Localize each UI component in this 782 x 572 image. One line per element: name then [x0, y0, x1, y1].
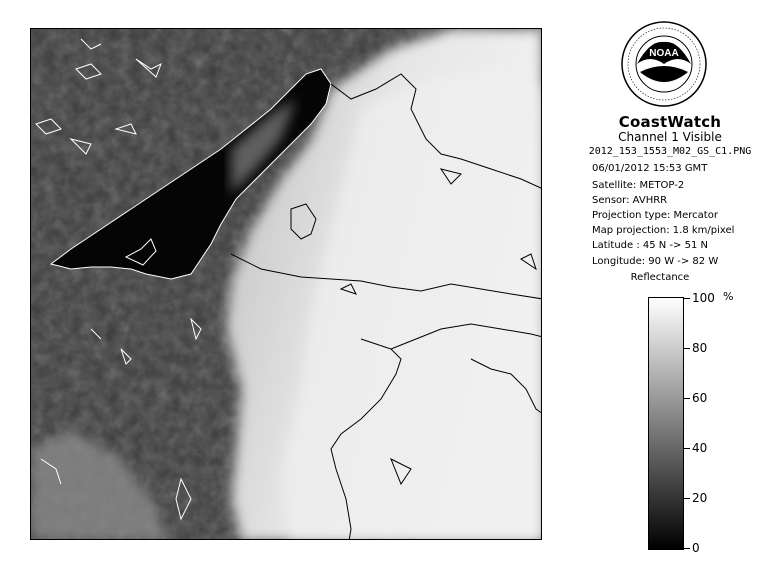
- image-filename: 2012_153_1553_M02_GS_C1.PNG: [588, 146, 752, 157]
- satellite-line: Satellite: METOP-2: [592, 180, 685, 191]
- satellite-map: [31, 29, 542, 540]
- colorbar-tick-label: 0: [692, 541, 700, 555]
- colorbar-title: Reflectance: [630, 272, 690, 283]
- colorbar-tick: [684, 348, 690, 349]
- colorbar-tick-label: 80: [692, 341, 708, 355]
- colorbar-tick-label: 60: [692, 391, 708, 405]
- colorbar: [648, 297, 684, 550]
- satellite-image: [30, 28, 542, 540]
- colorbar-tick: [684, 298, 690, 299]
- colorbar-tick: [684, 548, 690, 549]
- sensor-line: Sensor: AVHRR: [592, 195, 668, 206]
- app-title: CoastWatch: [618, 113, 722, 131]
- colorbar-tick-label: 20: [692, 491, 708, 505]
- datetime-line: 06/01/2012 15:53 GMT: [592, 163, 708, 174]
- colorbar-tick: [684, 448, 690, 449]
- channel-subtitle: Channel 1 Visible: [618, 130, 722, 144]
- logo-noaa-text: NOAA: [649, 48, 679, 59]
- colorbar-unit: %: [723, 290, 734, 303]
- colorbar-tick: [684, 398, 690, 399]
- colorbar-tick-label: 100: [692, 291, 715, 305]
- map-projection-line: Map projection: 1.8 km/pixel: [592, 225, 735, 236]
- latitude-line: Latitude : 45 N -> 51 N: [592, 240, 708, 251]
- colorbar-tick: [684, 498, 690, 499]
- projection-type-line: Projection type: Mercator: [592, 210, 718, 221]
- colorbar-tick-label: 40: [692, 441, 708, 455]
- longitude-line: Longitude: 90 W -> 82 W: [592, 256, 719, 267]
- noaa-logo: [620, 20, 708, 108]
